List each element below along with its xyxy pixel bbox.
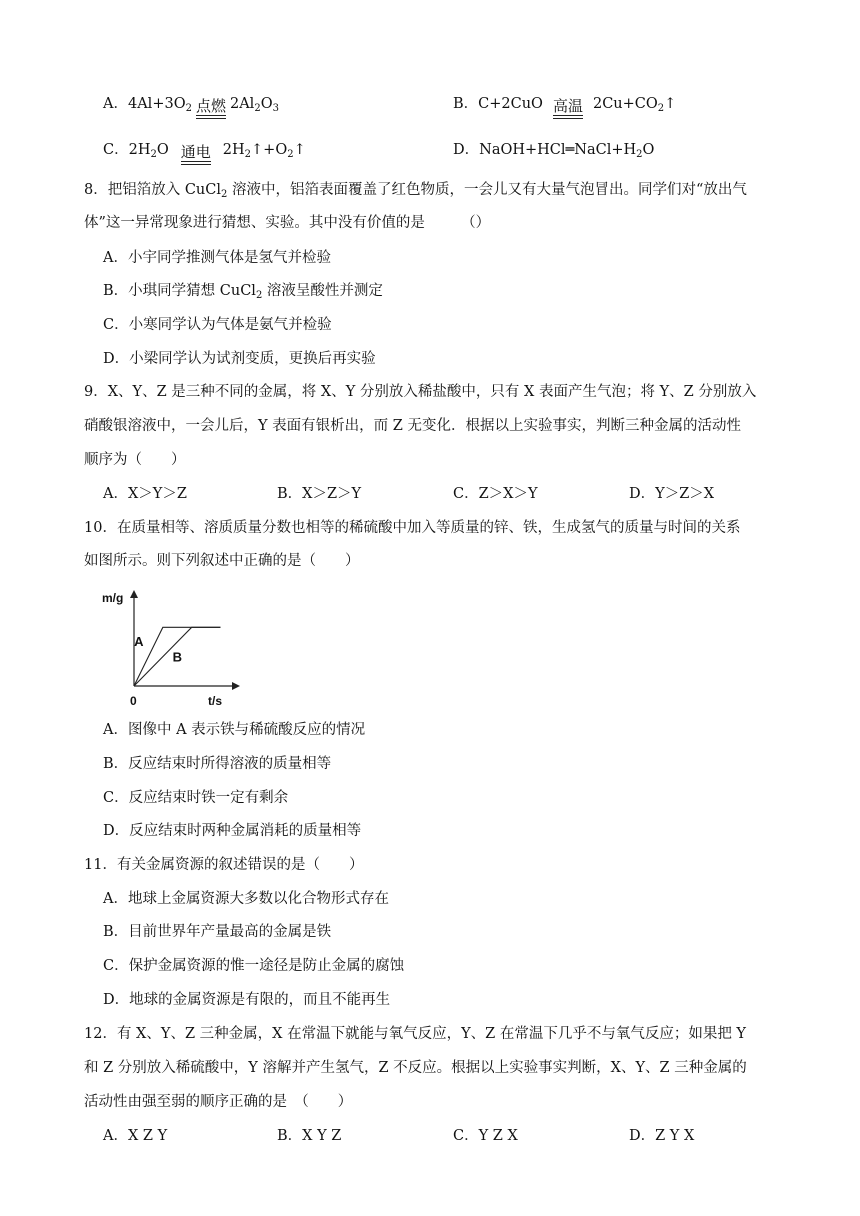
- q9-stem-line2: 硝酸银溶液中，一会儿后，Y 表面有银析出，而 Z 无变化．根据以上实验事实，判断三种金属的活动性: [84, 418, 741, 434]
- stem-text: 8．把铝箔放入 CuCl: [84, 182, 221, 198]
- q8-stem-line2: 体”这一异常现象进行猜想、实验。其中没有价值的是 （）: [84, 215, 491, 231]
- x-axis-label: t/s: [208, 694, 223, 708]
- q12-option-b: B．X Y Z: [277, 1128, 342, 1144]
- q7-option-c: [103, 140, 306, 165]
- option-label: D．: [453, 142, 480, 158]
- formula-text: ↑: [664, 96, 677, 112]
- subscript: 2: [221, 189, 228, 200]
- subscript: 2: [287, 149, 294, 160]
- subscript: 2: [255, 290, 263, 301]
- subscript: 2: [254, 103, 261, 114]
- condition-text: 通电: [180, 143, 211, 161]
- y-axis-label: m/g: [102, 591, 124, 605]
- q9-option-d: D．Y＞Z＞X: [629, 486, 715, 502]
- formula-text: C+2CuO: [478, 96, 543, 112]
- q8-stem-line1: [84, 180, 747, 205]
- subscript: 2: [150, 149, 157, 160]
- subscript: 2: [244, 149, 252, 160]
- double-line: [553, 115, 583, 119]
- chart-labels: [102, 591, 222, 708]
- chart-axes: [130, 590, 240, 690]
- q7-option-b: [453, 94, 676, 119]
- condition-text: 点燃: [195, 97, 226, 115]
- q9-option-b: B．X＞Z＞Y: [277, 486, 362, 502]
- q11-option-a: A．地球上金属资源大多数以化合物形式存在: [103, 891, 389, 907]
- formula-text: NaOH+HCl═NaCl+H: [479, 142, 637, 158]
- q11-option-c: C．保护金属资源的惟一途径是防止金属的腐蚀: [103, 958, 405, 974]
- series-label-b: B: [172, 649, 182, 665]
- stem-text: 溶液中，铝箔表面覆盖了红色物质，一会儿又有大量气泡冒出。同学们对“放出气: [227, 182, 747, 198]
- q9-option-a: A．X＞Y＞Z: [103, 486, 187, 502]
- double-line: [196, 115, 226, 119]
- q11-stem-line1: 11．有关金属资源的叙述错误的是（ ）: [84, 857, 364, 873]
- q7-option-a: [103, 94, 279, 119]
- reaction-condition: [553, 98, 583, 119]
- series-label-a: A: [134, 633, 144, 649]
- q9-stem-line3: 顺序为（ ）: [84, 452, 186, 468]
- y-axis-arrow: [130, 590, 138, 598]
- option-text: B．小琪同学猜想 CuCl: [103, 283, 256, 299]
- option-label: A．: [103, 96, 128, 112]
- q12-stem-line2: 和 Z 分别放入稀硫酸中，Y 溶解并产生氢气，Z 不反应。根据以上实验事实判断，X、Y、Z 三种金属的: [84, 1060, 747, 1076]
- formula-text: O: [260, 96, 273, 112]
- q11-option-d: D．地球的金属资源是有限的，而且不能再生: [103, 992, 391, 1008]
- q11-option-b: B．目前世界年产量最高的金属是铁: [103, 924, 332, 940]
- subscript: 2: [185, 103, 192, 114]
- subscript: 2: [657, 103, 665, 114]
- mass-time-chart: [96, 588, 246, 710]
- q12-option-a: A．X Z Y: [103, 1128, 168, 1144]
- option-label: B．: [453, 96, 479, 112]
- q10-option-d: D．反应结束时两种金属消耗的质量相等: [103, 823, 362, 839]
- formula-text: 2Cu+CO: [592, 96, 658, 112]
- formula-text: 2H: [222, 142, 245, 158]
- q8-option-a: A．小宇同学推测气体是氢气并检验: [103, 250, 331, 266]
- condition-text: 高温: [552, 97, 583, 115]
- formula-text: ↑+O: [251, 142, 288, 158]
- q8-option-b: [103, 281, 383, 306]
- origin-label: 0: [130, 694, 137, 708]
- q12-stem-line3: 活动性由强至弱的顺序正确的是 （ ）: [84, 1094, 353, 1110]
- reaction-condition: [181, 144, 211, 165]
- q12-stem-line1: 12．有 X、Y、Z 三种金属，X 在常温下就能与氧气反应，Y、Z 在常温下几乎不与氧气反应；如果把 Y: [84, 1026, 747, 1042]
- q7-option-d: [453, 140, 654, 165]
- subscript: 2: [636, 149, 643, 160]
- q10-option-a: A．图像中 A 表示铁与稀硫酸反应的情况: [103, 722, 366, 738]
- formula-text: 2Al: [229, 96, 255, 112]
- q12-option-c: C．Y Z X: [453, 1128, 518, 1144]
- formula-text: 2H: [128, 142, 151, 158]
- formula-text: 4Al+3O: [127, 96, 186, 112]
- reaction-condition: [196, 98, 226, 119]
- formula-text: O: [156, 142, 169, 158]
- q10-stem-line1: 10．在质量相等、溶质质量分数也相等的稀硫酸中加入等质量的锌、铁，生成氢气的质量与时间的关系: [84, 520, 741, 536]
- formula-text: O: [642, 142, 655, 158]
- q10-option-c: C．反应结束时铁一定有剩余: [103, 790, 289, 806]
- q10-stem-line2: 如图所示。则下列叙述中正确的是（ ）: [84, 553, 360, 569]
- q9-option-c: C．Z＞X＞Y: [453, 486, 538, 502]
- option-label: C．: [103, 142, 129, 158]
- option-text: 溶液呈酸性并测定: [262, 283, 383, 299]
- double-line: [181, 161, 211, 165]
- q9-stem-line1: 9．X、Y、Z 是三种不同的金属，将 X、Y 分别放入稀盐酸中，只有 X 表面产生气泡；将 Y、Z 分别放入: [84, 384, 757, 400]
- formula-text: ↑: [293, 142, 306, 158]
- x-axis-arrow: [232, 682, 240, 690]
- q8-option-c: C．小寒同学认为气体是氨气并检验: [103, 317, 332, 333]
- q10-option-b: B．反应结束时所得溶液的质量相等: [103, 756, 332, 772]
- q8-option-d: D．小梁同学认为试剂变质，更换后再实验: [103, 351, 376, 367]
- subscript: 3: [272, 103, 279, 114]
- q12-option-d: D．Z Y X: [629, 1128, 695, 1144]
